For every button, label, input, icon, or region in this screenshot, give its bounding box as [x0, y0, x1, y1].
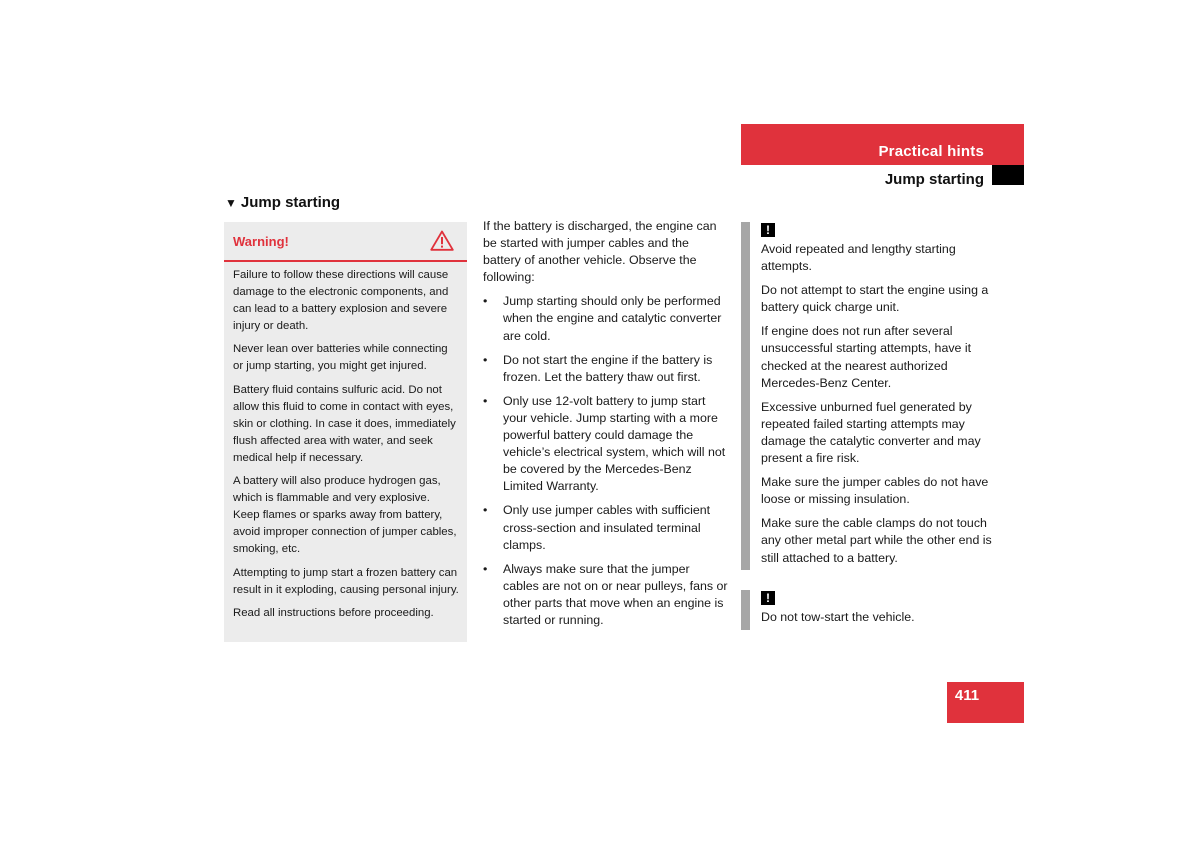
warning-header [224, 222, 467, 262]
page-title-text: Jump starting [240, 194, 341, 211]
page-number: 411 [954, 687, 980, 704]
bullet-icon: • [483, 352, 488, 367]
note-paragraph: Do not attempt to start the engine using a battery quick charge unit. [761, 283, 989, 315]
exclamation-mark-icon: ! [761, 591, 775, 605]
caution-note [741, 222, 1006, 570]
note-paragraph: Avoid repeated and lengthy starting attempts. [761, 242, 956, 274]
warning-paragraph: Failure to follow these directions will cause damage to the electronic components, and can lead to a battery explosion and severe injury or death. [233, 269, 449, 333]
note-paragraph: Make sure the cable clamps do not touch any other metal part while the other end is still attached to a battery. [761, 516, 992, 565]
triangle-down-icon: ▼ [225, 196, 237, 210]
list-item [483, 293, 728, 344]
note-paragraph: If engine does not run after several unsuccessful starting attempts, have it checked at the nearest authorized Mercedes-Benz Center. [761, 324, 972, 390]
list-item [483, 393, 728, 496]
bullet-icon: • [483, 393, 488, 408]
list-item-text: Only use 12-volt battery to jump start your vehicle. Jump starting with a more powerful battery could damage the vehicle’s electrical system, which will not be covered by the Mercedes-Benz Limited Warranty. [503, 393, 726, 494]
bullet-icon: • [483, 561, 488, 576]
bullet-icon: • [483, 294, 488, 309]
warning-paragraph: A battery will also produce hydrogen gas, which is flammable and very explosive. Keep flames or sparks away from battery, avoid improper connection of jumper cables, smoking, etc. [233, 475, 457, 556]
warning-paragraph: Never lean over batteries while connecting or jump starting, you might get injured. [233, 343, 448, 373]
note-paragraph: Excessive unburned fuel generated by repeated failed starting attempts may damage the catalytic converter and may present a fire risk. [761, 399, 981, 466]
list-item-text: Always make sure that the jumper cables are not on or near pulleys, fans or other parts that move when an engine is started or running. [503, 561, 728, 627]
note-paragraph: Make sure the jumper cables do not have loose or missing insulation. [761, 475, 989, 507]
warning-paragraph: Battery fluid contains sulfuric acid. Do not allow this fluid to come in contact with eyes, skin or clothing. In case it does, immediately flush affected area with water, and seek medical help if necessary. [233, 383, 456, 464]
bullet-icon: • [483, 503, 488, 518]
list-item [483, 561, 728, 629]
warning-paragraph: Read all instructions before proceeding. [233, 606, 434, 619]
list-item-text: Only use jumper cables with sufficient cross-section and insulated terminal clamps. [503, 503, 711, 552]
intro-paragraph: If the battery is discharged, the engine can be started with jumper cables and the battery of another vehicle. Observe the following: [483, 219, 717, 285]
caution-note [741, 590, 1006, 630]
exclamation-mark-icon: ! [761, 223, 775, 237]
list-item [483, 502, 728, 553]
chapter-title: Practical hints [878, 143, 984, 160]
page-title [225, 194, 340, 211]
main-text-column [483, 218, 728, 636]
list-item-text: Jump starting should only be performed when the engine and catalytic converter are cold. [503, 294, 722, 343]
warning-triangle-icon [430, 230, 454, 251]
page-number-box [947, 682, 1024, 723]
list-item-text: Do not start the engine if the battery is frozen. Let the battery thaw out first. [503, 352, 713, 384]
note-paragraph: Do not tow-start the vehicle. [761, 610, 915, 624]
section-header: Jump starting [884, 171, 984, 188]
warning-body [224, 262, 467, 622]
warning-paragraph: Attempting to jump start a frozen battery can result in it exploding, causing personal injury. [233, 566, 459, 596]
list-item [483, 352, 728, 386]
instruction-list [483, 293, 728, 629]
warning-label: Warning! [233, 234, 289, 249]
warning-box [224, 222, 467, 642]
section-tab-marker [992, 165, 1024, 185]
